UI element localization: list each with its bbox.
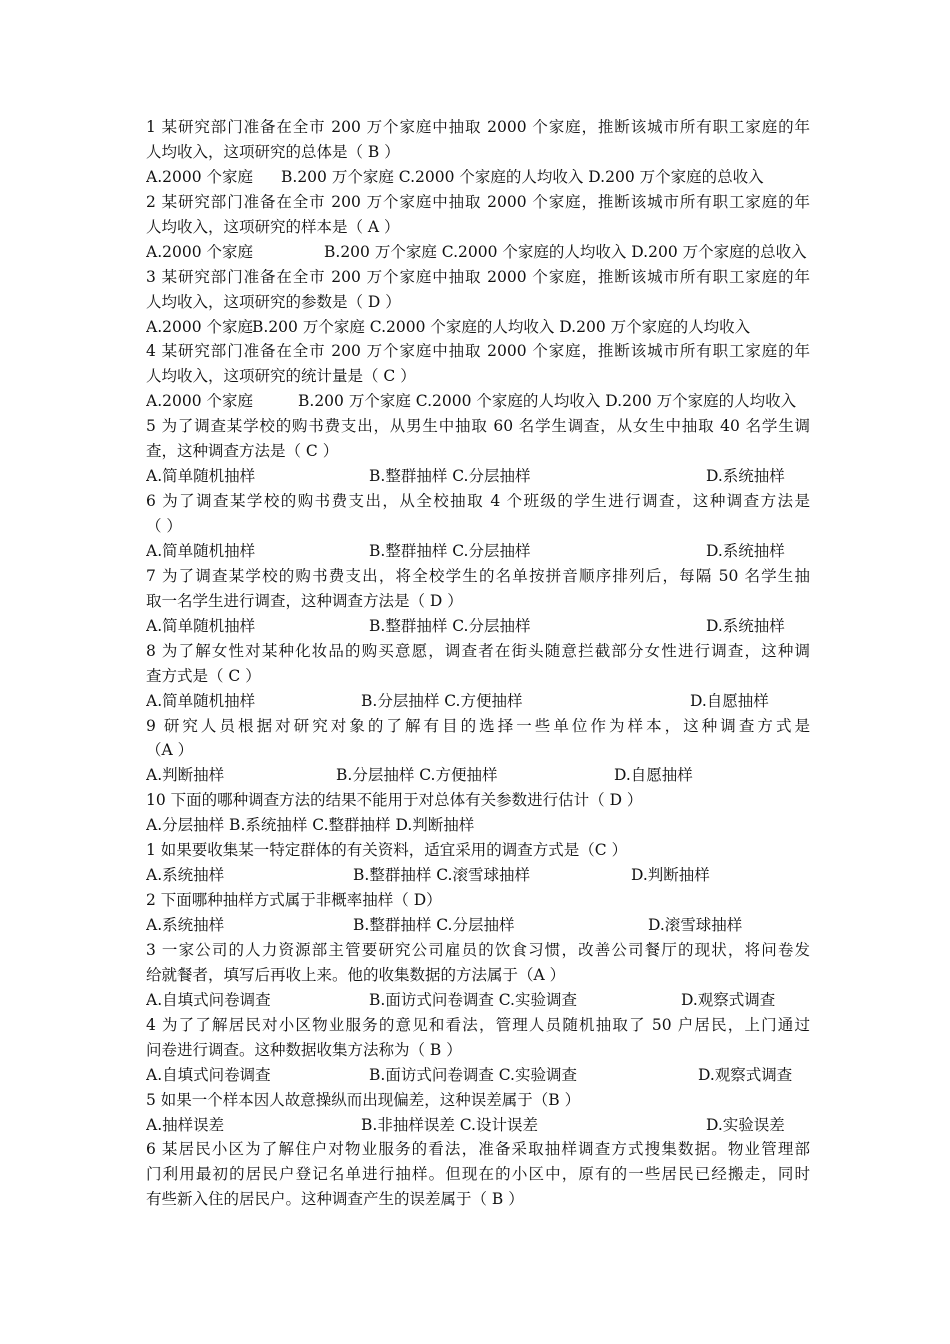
options-line <box>146 614 810 639</box>
question-text: 2 某研究部门准备在全市 200 万个家庭中抽取 2000 个家庭，推断该城市所有职工家庭的年 <box>146 192 810 211</box>
question-text: 问卷进行调查。这种数据收集方法称为（ B ） <box>146 1040 462 1059</box>
option-text: B.200 万个家庭 C.2000 个家庭的人均收入 D.200 万个家庭的人均收入 <box>252 317 751 336</box>
option-text: D.自愿抽样 <box>614 766 693 785</box>
option-text: A.判断抽样 <box>146 766 225 785</box>
option-text: A.2000 个家庭 <box>146 242 253 261</box>
option-text: B.分层抽样 C.方便抽样 <box>361 691 523 710</box>
option-text: B.面访式问卷调查 C.实验调查 <box>369 1065 577 1084</box>
question-text: 人均收入，这项研究的参数是（ D ） <box>146 292 401 311</box>
option-text: D.判断抽样 <box>631 866 710 885</box>
option-text: B.200 万个家庭 C.2000 个家庭的人均收入 D.200 万个家庭的人均收入 <box>298 392 797 411</box>
option-text: A.自填式问卷调查 <box>146 1065 271 1084</box>
options-line <box>146 1113 810 1138</box>
options-line <box>146 240 810 265</box>
option-text: D.实验误差 <box>706 1115 785 1134</box>
options-line <box>146 988 810 1013</box>
option-text: D.自愿抽样 <box>690 691 769 710</box>
question-text: 6 某居民小区为了解住户对物业服务的看法，准备采取抽样调查方式搜集数据。物业管理部 <box>146 1140 810 1159</box>
question-text: 人均收入，这项研究的统计量是（ C ） <box>146 367 416 386</box>
options-line <box>146 1063 810 1088</box>
option-text: A.系统抽样 <box>146 916 225 934</box>
option-text: B.整群抽样 C.分层抽样 <box>369 541 531 560</box>
options-line <box>146 689 810 714</box>
question-text: A.分层抽样 B.系统抽样 C.整群抽样 D.判断抽样 <box>146 816 475 835</box>
option-text: A.系统抽样 <box>146 866 225 885</box>
option-text: B.整群抽样 C.分层抽样 <box>353 916 515 934</box>
question-text: 6 为了调查某学校的购书费支出，从全校抽取 4 个班级的学生进行调查，这种调查方法是 <box>146 492 810 511</box>
option-text: D.系统抽样 <box>706 616 785 635</box>
option-text: A.2000 个家庭 <box>146 317 253 336</box>
question-text: 2 下面哪种抽样方式属于非概率抽样（ D） <box>146 891 442 910</box>
option-text: A.简单随机抽样 <box>146 616 256 635</box>
question-text: 给就餐者，填写后再收上来。他的收集数据的方法属于（A ） <box>146 965 566 984</box>
question-text: 有些新入住的居民户。这种调查产生的误差属于（ B ） <box>146 1190 524 1209</box>
question-text: 1 如果要收集某一特定群体的有关资料，适宜采用的调查方式是（C ） <box>146 841 628 860</box>
options-line <box>146 539 810 564</box>
option-text: A.2000 个家庭 <box>146 167 253 186</box>
option-text: D.系统抽样 <box>706 541 785 560</box>
question-text: 人均收入，这项研究的样本是（ A ） <box>146 217 400 236</box>
options-line <box>146 389 810 414</box>
question-text: 7 为了调查某学校的购书费支出，将全校学生的名单按拼音顺序排列后，每隔 50 名学生抽 <box>146 566 810 585</box>
question-text: （ ） <box>146 517 182 535</box>
question-text: 查方式是（ C ） <box>146 666 261 685</box>
option-text: A.2000 个家庭 <box>146 392 253 411</box>
option-text: B.整群抽样 C.滚雪球抽样 <box>353 866 530 885</box>
option-text: D.系统抽样 <box>706 467 785 486</box>
options-line <box>146 315 810 340</box>
option-text: B.200 万个家庭 C.2000 个家庭的人均收入 D.200 万个家庭的总收入 <box>324 242 807 261</box>
option-text: D.观察式调查 <box>698 1065 793 1084</box>
options-line <box>146 165 810 190</box>
options-line <box>146 464 810 489</box>
question-text: 5 为了调查某学校的购书费支出，从男生中抽取 60 名学生调查，从女生中抽取 40 名学生调 <box>146 417 810 436</box>
option-text: A.简单随机抽样 <box>146 467 256 486</box>
option-text: D.观察式调查 <box>681 990 776 1009</box>
option-text: D.滚雪球抽样 <box>648 916 743 934</box>
option-text: B.分层抽样 C.方便抽样 <box>336 766 498 785</box>
options-line <box>146 763 810 788</box>
option-text: B.面访式问卷调查 C.实验调查 <box>369 990 577 1009</box>
question-text: 4 为了了解居民对小区物业服务的意见和看法，管理人员随机抽取了 50 户居民，上门通过 <box>146 1015 810 1034</box>
question-text: 3 一家公司的人力资源部主管要研究公司雇员的饮食习惯，改善公司餐厅的现状，将问卷发 <box>146 940 810 959</box>
option-text: B.整群抽样 C.分层抽样 <box>369 467 531 486</box>
question-text: 门利用最初的居民户登记名单进行抽样。但现在的小区中，原有的一些居民已经搬走，同时 <box>146 1165 810 1184</box>
question-text: （A ） <box>146 741 194 760</box>
options-line <box>146 863 810 888</box>
option-text: B.200 万个家庭 C.2000 个家庭的人均收入 D.200 万个家庭的总收入 <box>281 167 764 186</box>
question-text: 9 研究人员根据对研究对象的了解有目的选择一些单位作为样本，这种调查方式是 <box>146 716 810 735</box>
question-text: 查，这种调查方法是（ C ） <box>146 442 339 461</box>
option-text: A.简单随机抽样 <box>146 691 256 710</box>
option-text: A.自填式问卷调查 <box>146 990 271 1009</box>
question-text: 取一名学生进行调查，这种调查方法是（ D ） <box>146 591 463 610</box>
question-list <box>146 115 810 1212</box>
option-text: B.整群抽样 C.分层抽样 <box>369 616 531 635</box>
question-text: 人均收入，这项研究的总体是（ B ） <box>146 142 400 161</box>
question-text: 3 某研究部门准备在全市 200 万个家庭中抽取 2000 个家庭，推断该城市所有职工家庭的年 <box>146 267 810 286</box>
question-text: 5 如果一个样本因人故意操纵而出现偏差，这种误差属于（B ） <box>146 1090 581 1109</box>
option-text: B.非抽样误差 C.设计误差 <box>361 1115 538 1134</box>
option-text: A.简单随机抽样 <box>146 541 256 560</box>
question-text: 4 某研究部门准备在全市 200 万个家庭中抽取 2000 个家庭，推断该城市所有职工家庭的年 <box>146 342 810 361</box>
question-text: 1 某研究部门准备在全市 200 万个家庭中抽取 2000 个家庭，推断该城市所有职工家庭的年 <box>146 118 810 136</box>
question-text: 8 为了解女性对某种化妆品的购买意愿，调查者在街头随意拦截部分女性进行调查，这种调 <box>146 641 810 660</box>
option-text: A.抽样误差 <box>146 1115 225 1134</box>
options-line <box>146 913 810 938</box>
question-text: 10 下面的哪种调查方法的结果不能用于对总体有关参数进行估计（ D ） <box>146 791 643 810</box>
